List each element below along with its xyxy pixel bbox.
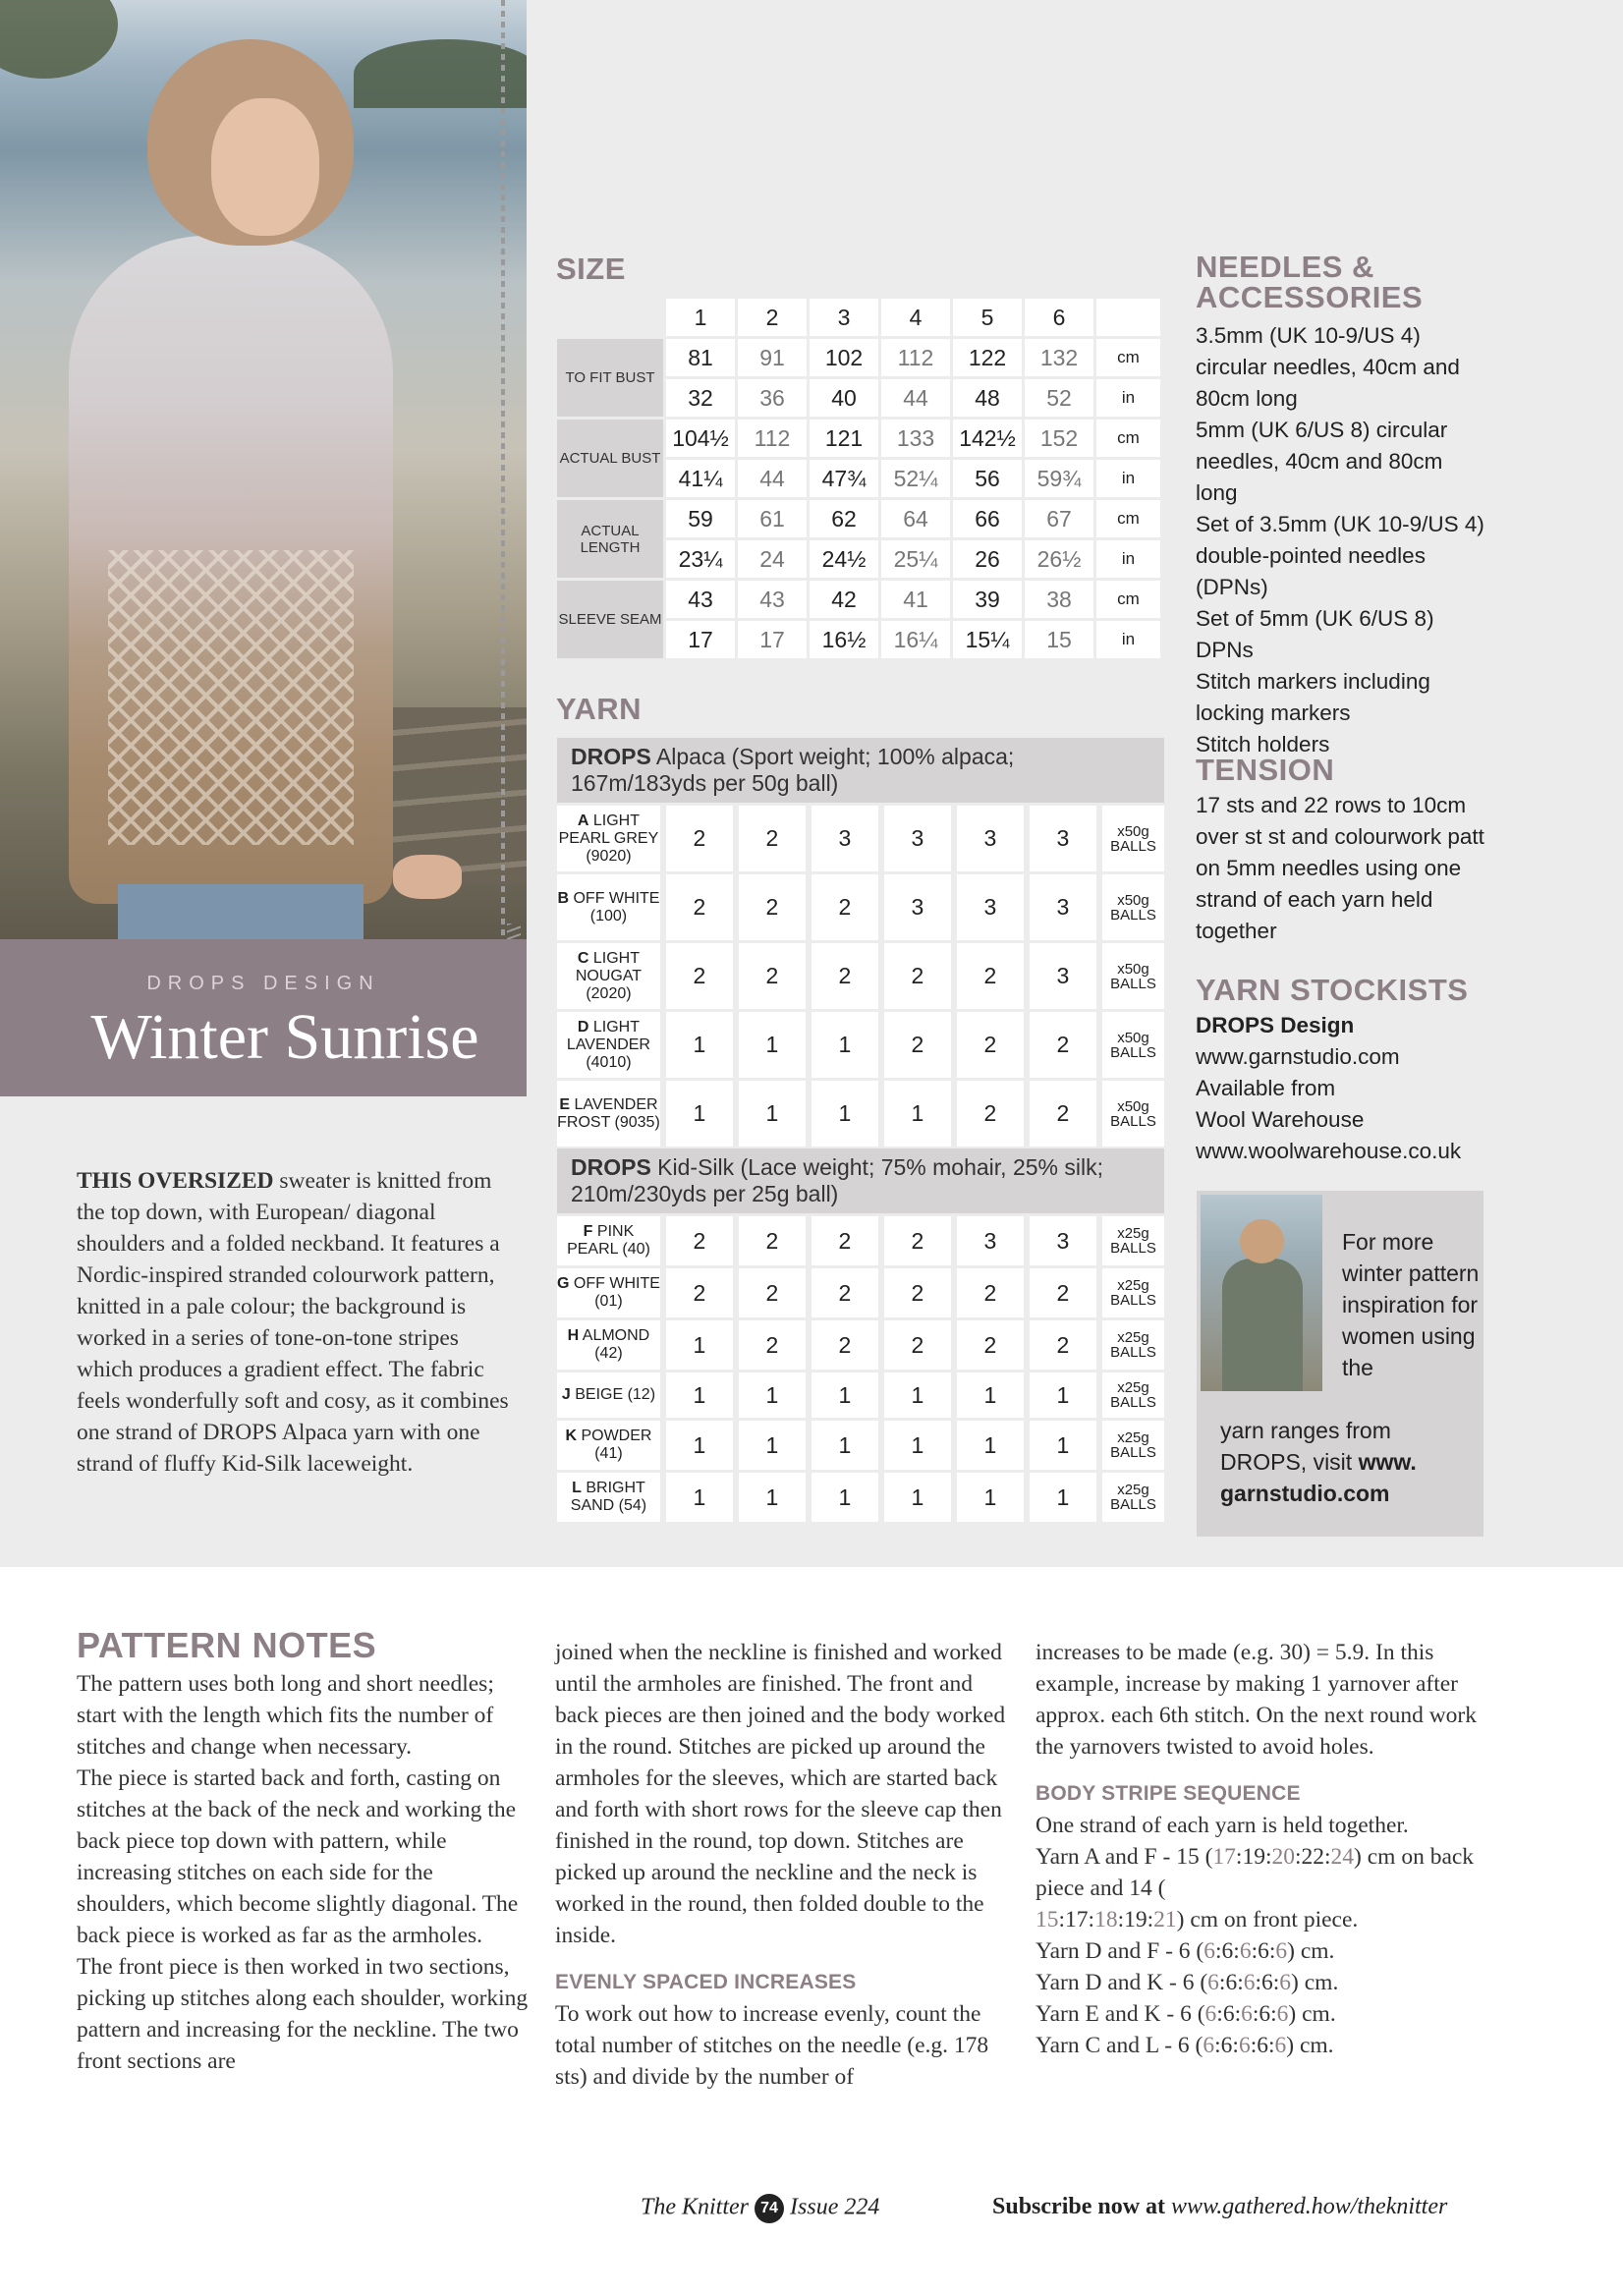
size-heading: SIZE [556, 252, 626, 286]
promo-text: For more winter pattern inspiration for women using the [1342, 1229, 1480, 1380]
yarn-quantity: 2 [739, 1268, 806, 1317]
size-value: 25¼ [881, 540, 950, 578]
yarn-unit: x25g BALLS [1102, 1216, 1164, 1265]
yarn-unit: x50g BALLS [1102, 1081, 1164, 1147]
size-number: 6 [1025, 299, 1093, 336]
yarn-quantity: 2 [1030, 1012, 1096, 1078]
stripe-size-value: 17 [1065, 1907, 1089, 1932]
stripe-size-value: 22 [1301, 1844, 1324, 1870]
yarn-quantity: 1 [1030, 1372, 1096, 1418]
yarn-quantity: 1 [666, 1473, 733, 1522]
yarn-quantity: 1 [812, 1372, 878, 1418]
stripe-size-value: 15 [1035, 1907, 1059, 1932]
stripe-size-value: 6 [1239, 1938, 1252, 1964]
stripe-size-value: 6 [1258, 1938, 1269, 1964]
size-value: 104½ [666, 420, 735, 457]
size-value: 67 [1025, 500, 1093, 537]
stripe-size-value: 6 [1261, 1970, 1273, 1995]
size-value: 38 [1025, 581, 1093, 618]
issue-number: Issue 224 [790, 2194, 880, 2220]
colourwork-pattern-shape [108, 550, 354, 845]
yarn-quantity: 1 [1030, 1421, 1096, 1470]
yarn-quantity: 3 [957, 806, 1024, 871]
hand-shape [393, 855, 462, 899]
yarn-colour [557, 874, 660, 940]
yarn-quantity: 1 [666, 1372, 733, 1418]
stripe-sequence-list [1035, 1841, 1489, 2061]
yarn-quantity: 1 [666, 1012, 733, 1078]
yarn-unit: x25g BALLS [1102, 1320, 1164, 1370]
yarn-colour [557, 1216, 660, 1265]
tree-shape [0, 0, 118, 79]
yarn-quantity: 2 [666, 874, 733, 940]
size-unit: in [1096, 621, 1160, 658]
stripe-suffix: ) cm. [1291, 1970, 1339, 1995]
footer-left [641, 2194, 879, 2223]
stripe-suffix: ) cm. [1287, 1938, 1335, 1964]
stripe-size-value: 6 [1274, 2033, 1287, 2058]
stripe-size-value: 6 [1275, 1938, 1288, 1964]
size-value: 32 [666, 379, 735, 417]
yarn-row [554, 1081, 1167, 1147]
face-shape [211, 98, 319, 236]
yarn-quantity: 1 [666, 1421, 733, 1470]
size-value: 52 [1025, 379, 1093, 417]
yarn-quantity: 2 [957, 1320, 1024, 1370]
yarn-quantity: 1 [739, 1081, 806, 1147]
intro-body: sweater is knitted from the top down, with European/ diagonal shoulders and a folded neckband. It features a Nordic-inspired stranded colourwork pattern, knitted in a pale colour; the background is worked in a series of tone-on-tone stripes which produces a gradient effect. The fabric feels wonderfully soft and cosy, as it combines one strand of DROPS Alpaca yarn with one strand of fluffy Kid-Silk laceweight. [77, 1168, 509, 1477]
subscribe-url[interactable]: www.gathered.how/theknitter [1171, 2194, 1448, 2219]
needles-body: 3.5mm (UK 10-9/US 4) circular needles, 40cm and 80cm long 5mm (UK 6/US 8) circular needles, 40cm and 80cm long Set of 3.5mm (UK 10-9/US 4) double-pointed needles (DPNs) Set of 5mm (UK 6/US 8) DPNs Stitch markers including locking markers Stitch holders [1196, 323, 1484, 756]
yarn-row [554, 874, 1167, 940]
stitch-line [501, 0, 505, 1091]
size-value: 15 [1025, 621, 1093, 658]
yarn-quantity: 1 [1030, 1473, 1096, 1522]
size-value: 44 [881, 379, 950, 417]
yarn-colour-name: LIGHT LAVENDER (4010) [566, 1018, 650, 1071]
size-value: 24 [738, 540, 807, 578]
yarn-colour-name: OFF WHITE (100) [573, 889, 660, 924]
stripe-suffix: ) cm on back piece and 14 ( [1035, 1844, 1475, 1901]
size-table [554, 296, 1163, 661]
evenly-spaced-body: To work out how to increase evenly, count the total number of stitches on the needle (e.g. 178 sts) and divide by the number of [555, 2001, 989, 2090]
yarn-colour [557, 1012, 660, 1078]
size-unit: cm [1096, 500, 1160, 537]
yarn-letter: D [577, 1018, 589, 1036]
size-value: 48 [953, 379, 1022, 417]
yarn-quantity: 1 [957, 1372, 1024, 1418]
intro-lead: THIS OVERSIZED [77, 1168, 274, 1194]
size-value: 44 [738, 460, 807, 497]
yarn-quantity: 3 [1030, 874, 1096, 940]
yarn-quantity: 3 [1030, 1216, 1096, 1265]
yarn-quantity: 3 [1030, 943, 1096, 1009]
stripe-prefix: Yarn D and K - 6 ( [1035, 1970, 1208, 1995]
stripe-line: Yarn E and K - 6 (6:6:6:6:6) cm. [1035, 2001, 1336, 2027]
yarn-letter: C [577, 949, 589, 967]
stripe-size-value: 6 [1279, 1970, 1292, 1995]
yarn-quantity: 1 [812, 1012, 878, 1078]
yarn-colour [557, 1421, 660, 1470]
yarn-quantity: 2 [957, 1012, 1024, 1078]
yarn-letter: K [565, 1428, 577, 1444]
size-value: 142½ [953, 420, 1022, 457]
size-number: 1 [666, 299, 735, 336]
yarn-table-alpaca [554, 735, 1167, 1149]
yarn-quantity: 2 [957, 1081, 1024, 1147]
yarn-quantity: 2 [739, 874, 806, 940]
yarn-quantity: 1 [884, 1372, 951, 1418]
yarn-quantity: 1 [884, 1473, 951, 1522]
yarn-group-header [557, 1148, 1164, 1213]
stripe-suffix: ) cm on front piece. [1176, 1907, 1359, 1932]
size-number: 4 [881, 299, 950, 336]
intro-text [77, 1165, 509, 1480]
yarn-letter: A [577, 812, 589, 829]
size-value: 17 [738, 621, 807, 658]
size-value: 112 [881, 339, 950, 376]
stripe-sequence-intro: One strand of each yarn is held together. [1035, 1813, 1409, 1838]
yarn-letter: F [583, 1223, 593, 1240]
stripe-prefix: Yarn A and F - 15 ( [1035, 1844, 1213, 1870]
yarn-quantity: 2 [884, 1320, 951, 1370]
notes-column-3-body: increases to be made (e.g. 30) = 5.9. In this example, increase by making 1 yarnover after approx. each 6th stitch. On the next round work the yarnovers twisted to avoid holes. [1035, 1640, 1478, 1760]
size-value: 102 [810, 339, 878, 376]
size-value: 41¼ [666, 460, 735, 497]
yarn-colour-name: BRIGHT SAND (54) [570, 1480, 647, 1514]
yarn-quantity: 1 [884, 1421, 951, 1470]
yarn-brand: DROPS [571, 744, 651, 769]
evenly-spaced-heading: EVENLY SPACED INCREASES [555, 1971, 857, 1993]
size-value: 26½ [1025, 540, 1093, 578]
size-value: 16¼ [881, 621, 950, 658]
size-row-label: ACTUAL BUST [557, 420, 663, 497]
size-row [557, 339, 1160, 376]
yarn-letter: E [559, 1095, 571, 1113]
tension-body: 17 sts and 22 rows to 10cm over st st and colourwork patt on 5mm needles using one strand of each yarn held together [1196, 793, 1484, 943]
yarn-unit: x25g BALLS [1102, 1268, 1164, 1317]
yarn-quantity: 1 [812, 1473, 878, 1522]
size-row [557, 420, 1160, 457]
size-value: 81 [666, 339, 735, 376]
yarn-quantity: 2 [739, 1216, 806, 1265]
yarn-quantity: 2 [884, 1268, 951, 1317]
yarn-quantity: 2 [666, 1268, 733, 1317]
yarn-quantity: 1 [739, 1372, 806, 1418]
needles-heading: NEEDLES & ACCESSORIES [1196, 250, 1424, 314]
stripe-size-value: 21 [1153, 1907, 1177, 1932]
stripe-suffix: ) cm. [1288, 2001, 1336, 2027]
yarn-group-header [557, 738, 1164, 803]
promo-photo [1201, 1195, 1322, 1391]
yarn-quantity: 1 [666, 1320, 733, 1370]
yarn-colour [557, 1268, 660, 1317]
yarn-quantity: 3 [884, 874, 951, 940]
yarn-letter: G [557, 1275, 570, 1292]
size-value: 39 [953, 581, 1022, 618]
stripe-size-value: 6 [1221, 1938, 1234, 1964]
size-row [557, 500, 1160, 537]
stripe-size-value: 6 [1241, 2001, 1253, 2027]
promo-figure [1222, 1259, 1303, 1391]
size-unit: cm [1096, 420, 1160, 457]
stripe-prefix: Yarn E and K - 6 ( [1035, 2001, 1205, 2027]
size-unit: in [1096, 379, 1160, 417]
yarn-letter: B [557, 889, 570, 907]
size-value: 42 [810, 581, 878, 618]
subscribe-text: Subscribe now at [992, 2194, 1172, 2219]
size-value: 23¼ [666, 540, 735, 578]
stripe-line: Yarn A and F - 15 (17:19:20:22:24) cm on back piece and 14 ( [1035, 1844, 1475, 1901]
yarn-row [554, 1216, 1167, 1265]
size-value: 152 [1025, 420, 1093, 457]
yarn-colour [557, 1320, 660, 1370]
yarn-description: Alpaca (Sport weight; 100% alpaca; 167m/183yds per 50g ball) [571, 744, 1015, 796]
yarn-colour-name: LIGHT PEARL GREY (9020) [558, 812, 659, 865]
stripe-size-value: 6 [1243, 1970, 1256, 1995]
yarn-colour [557, 1372, 660, 1418]
yarn-row [554, 1473, 1167, 1522]
size-value: 121 [810, 420, 878, 457]
size-value: 62 [810, 500, 878, 537]
size-value: 36 [738, 379, 807, 417]
size-value: 112 [738, 420, 807, 457]
yarn-quantity: 2 [1030, 1320, 1096, 1370]
magazine-name: The Knitter [641, 2194, 750, 2220]
size-value: 56 [953, 460, 1022, 497]
size-value: 132 [1025, 339, 1093, 376]
yarn-row [554, 1421, 1167, 1470]
stripe-line: Yarn D and F - 6 (6:6:6:6:6) cm. [1035, 1938, 1335, 1964]
stripe-size-value: 6 [1257, 2033, 1268, 2058]
size-row-label: SLEEVE SEAM [557, 581, 663, 658]
yarn-colour [557, 943, 660, 1009]
yarn-quantity: 1 [957, 1473, 1024, 1522]
yarn-colour [557, 1473, 660, 1522]
yarn-colour-name: ALMOND (42) [582, 1327, 650, 1362]
yarn-quantity: 3 [957, 874, 1024, 940]
yarn-quantity: 2 [957, 943, 1024, 1009]
size-value: 15¼ [953, 621, 1022, 658]
stripe-size-value: 6 [1220, 2033, 1233, 2058]
size-unit: cm [1096, 581, 1160, 618]
yarn-unit: x50g BALLS [1102, 943, 1164, 1009]
yarn-quantity: 1 [812, 1421, 878, 1470]
yarn-quantity: 2 [666, 943, 733, 1009]
size-number: 3 [810, 299, 878, 336]
size-value: 47¾ [810, 460, 878, 497]
yarn-quantity: 1 [739, 1012, 806, 1078]
size-value: 59¾ [1025, 460, 1093, 497]
yarn-quantity: 3 [884, 806, 951, 871]
yarn-quantity: 2 [957, 1268, 1024, 1317]
stripe-size-value: 19 [1124, 1907, 1147, 1932]
size-header-row [557, 299, 1160, 336]
yarn-colour-name: BEIGE (12) [575, 1386, 656, 1403]
stripe-prefix: Yarn C and L - 6 ( [1035, 2033, 1203, 2058]
hero-photo [0, 0, 527, 939]
stripe-size-value: 6 [1203, 1938, 1215, 1964]
yarn-quantity: 1 [739, 1421, 806, 1470]
yarn-row [554, 1372, 1167, 1418]
stripe-prefix: Yarn D and F - 6 ( [1035, 1938, 1204, 1964]
yarn-unit: x25g BALLS [1102, 1473, 1164, 1522]
size-value: 43 [666, 581, 735, 618]
yarn-row [554, 1268, 1167, 1317]
pattern-notes-heading: PATTERN NOTES [77, 1625, 377, 1665]
stockists-body: www.garnstudio.com Available from Wool Warehouse www.woolwarehouse.co.uk [1196, 1044, 1462, 1163]
stripe-sequence-heading: BODY STRIPE SEQUENCE [1035, 1782, 1301, 1805]
yarn-quantity: 2 [884, 1012, 951, 1078]
yarn-row [554, 1320, 1167, 1370]
yarn-quantity: 1 [739, 1473, 806, 1522]
size-header-unit [1096, 299, 1160, 336]
yarn-quantity: 1 [812, 1081, 878, 1147]
yarn-table-kidsilk [554, 1146, 1167, 1525]
promo-text-2 [1220, 1415, 1476, 1509]
stripe-size-value: 6 [1276, 2001, 1289, 2027]
yarn-quantity: 2 [1030, 1081, 1096, 1147]
size-value: 40 [810, 379, 878, 417]
stripe-suffix: ) cm. [1286, 2033, 1334, 2058]
yarn-row [554, 806, 1167, 871]
size-value: 41 [881, 581, 950, 618]
stripe-size-value: 6 [1225, 1970, 1238, 1995]
promo-link[interactable]: www. garnstudio.com [1220, 1449, 1417, 1506]
page-number: 74 [755, 2194, 784, 2223]
yarn-colour [557, 1081, 660, 1147]
size-value: 52¼ [881, 460, 950, 497]
yarn-quantity: 2 [884, 1216, 951, 1265]
size-value: 43 [738, 581, 807, 618]
footer-right [992, 2194, 1447, 2220]
notes-column-2 [555, 1637, 1009, 2093]
stripe-size-value: 6 [1204, 2001, 1217, 2027]
jeans-shape [118, 884, 364, 939]
stripe-size-value: 24 [1330, 1844, 1355, 1870]
yarn-letter: L [572, 1480, 582, 1496]
yarn-quantity: 2 [812, 874, 878, 940]
yarn-colour-name: PINK PEARL (40) [567, 1223, 650, 1258]
title-banner [0, 939, 527, 1096]
yarn-quantity: 2 [812, 1268, 878, 1317]
yarn-quantity: 2 [884, 943, 951, 1009]
stockists-name: DROPS Design [1196, 1013, 1355, 1037]
stripe-line: Yarn D and K - 6 (6:6:6:6:6) cm. [1035, 1970, 1339, 1995]
stripe-size-value: 6 [1222, 2001, 1235, 2027]
yarn-row [554, 1012, 1167, 1078]
stripe-size-value: 6 [1207, 1970, 1219, 1995]
yarn-letter: H [567, 1327, 580, 1344]
yarn-unit: x50g BALLS [1102, 806, 1164, 871]
yarn-colour-name: OFF WHITE (01) [573, 1275, 660, 1310]
size-unit: cm [1096, 339, 1160, 376]
yarn-quantity: 1 [957, 1421, 1024, 1470]
size-value: 122 [953, 339, 1022, 376]
yarn-colour-name: LIGHT NOUGAT (2020) [575, 949, 643, 1002]
yarn-quantity: 2 [812, 1216, 878, 1265]
size-row [557, 581, 1160, 618]
size-value: 26 [953, 540, 1022, 578]
promo-box [1197, 1191, 1483, 1537]
yarn-brand: DROPS [571, 1154, 651, 1180]
yarn-quantity: 2 [739, 806, 806, 871]
yarn-quantity: 3 [1030, 806, 1096, 871]
yarn-quantity: 2 [739, 943, 806, 1009]
yarn-letter: J [561, 1386, 571, 1403]
size-value: 24½ [810, 540, 878, 578]
size-value: 64 [881, 500, 950, 537]
yarn-quantity: 2 [666, 1216, 733, 1265]
yarn-quantity: 2 [666, 806, 733, 871]
yarn-unit: x50g BALLS [1102, 874, 1164, 940]
stripe-size-value: 20 [1271, 1844, 1295, 1870]
size-value: 133 [881, 420, 950, 457]
size-value: 91 [738, 339, 807, 376]
stripe-size-value: 6 [1259, 2001, 1271, 2027]
stripe-line: 15:17:18:19:21) cm on front piece. [1035, 1907, 1359, 1932]
tension-heading: TENSION [1196, 753, 1335, 787]
size-value: 17 [666, 621, 735, 658]
size-row-label: ACTUAL LENGTH [557, 500, 663, 578]
yarn-quantity: 1 [884, 1081, 951, 1147]
stripe-line: Yarn C and L - 6 (6:6:6:6:6) cm. [1035, 2033, 1334, 2058]
yarn-colour-name: POWDER (41) [581, 1428, 652, 1462]
size-value: 61 [738, 500, 807, 537]
yarn-colour [557, 806, 660, 871]
yarn-description: Kid-Silk (Lace weight; 75% mohair, 25% silk; 210m/230yds per 25g ball) [571, 1154, 1103, 1206]
size-header-blank [557, 299, 663, 336]
yarn-heading: YARN [556, 692, 642, 726]
size-row-label: TO FIT BUST [557, 339, 663, 417]
stripe-size-value: 6 [1238, 2033, 1251, 2058]
size-value: 16½ [810, 621, 878, 658]
promo-text-2-body: yarn ranges from DROPS, visit [1220, 1418, 1391, 1475]
stripe-size-value: 19 [1242, 1844, 1265, 1870]
stockists-heading: YARN STOCKISTS [1196, 973, 1469, 1007]
size-value: 59 [666, 500, 735, 537]
yarn-colour-name: LAVENDER FROST (9035) [557, 1095, 660, 1131]
yarn-quantity: 1 [666, 1081, 733, 1147]
yarn-quantity: 2 [812, 943, 878, 1009]
yarn-unit: x25g BALLS [1102, 1421, 1164, 1470]
notes-column-1: The pattern uses both long and short needles; start with the length which fits the number of stitches and change when necessary. The piece is started back and forth, casting on stitches at the back of the neck and working the back piece top down with pattern, while increasing stitches on each side for the shoulders, which become slightly diagonal. The back piece is worked as far as the armholes. The front piece is then worked in two sections, picking up stitches along each shoulder, working pattern and increasing for the neckline. The two front sections are [77, 1671, 529, 2074]
stripe-size-value: 17 [1212, 1844, 1236, 1870]
brand-label: DROPS DESIGN [146, 973, 380, 994]
size-number: 2 [738, 299, 807, 336]
promo-head [1240, 1219, 1284, 1263]
size-number: 5 [953, 299, 1022, 336]
yarn-quantity: 2 [739, 1320, 806, 1370]
yarn-quantity: 2 [1030, 1268, 1096, 1317]
size-unit: in [1096, 540, 1160, 578]
size-unit: in [1096, 460, 1160, 497]
yarn-quantity: 3 [812, 806, 878, 871]
notes-column-2-body: joined when the neckline is finished and worked until the armholes are finished. The front and back pieces are then joined and the body worked in the round. Stitches are picked up around the armholes for the sleeves, which are started back and forth with short rows for the sleeve cap then finished in the round, top down. Stitches are picked up around the neckline and the neck is worked in the round, then folded double to the inside. [555, 1640, 1006, 1948]
yarn-quantity: 2 [812, 1320, 878, 1370]
yarn-unit: x25g BALLS [1102, 1372, 1164, 1418]
size-value: 66 [953, 500, 1022, 537]
yarn-unit: x50g BALLS [1102, 1012, 1164, 1078]
yarn-quantity: 3 [957, 1216, 1024, 1265]
stripe-size-value: 18 [1094, 1907, 1118, 1932]
pattern-title: Winter Sunrise [90, 1001, 479, 1073]
yarn-row [554, 943, 1167, 1009]
stripe-size-value: 6 [1203, 2033, 1215, 2058]
notes-column-3 [1035, 1637, 1489, 2061]
